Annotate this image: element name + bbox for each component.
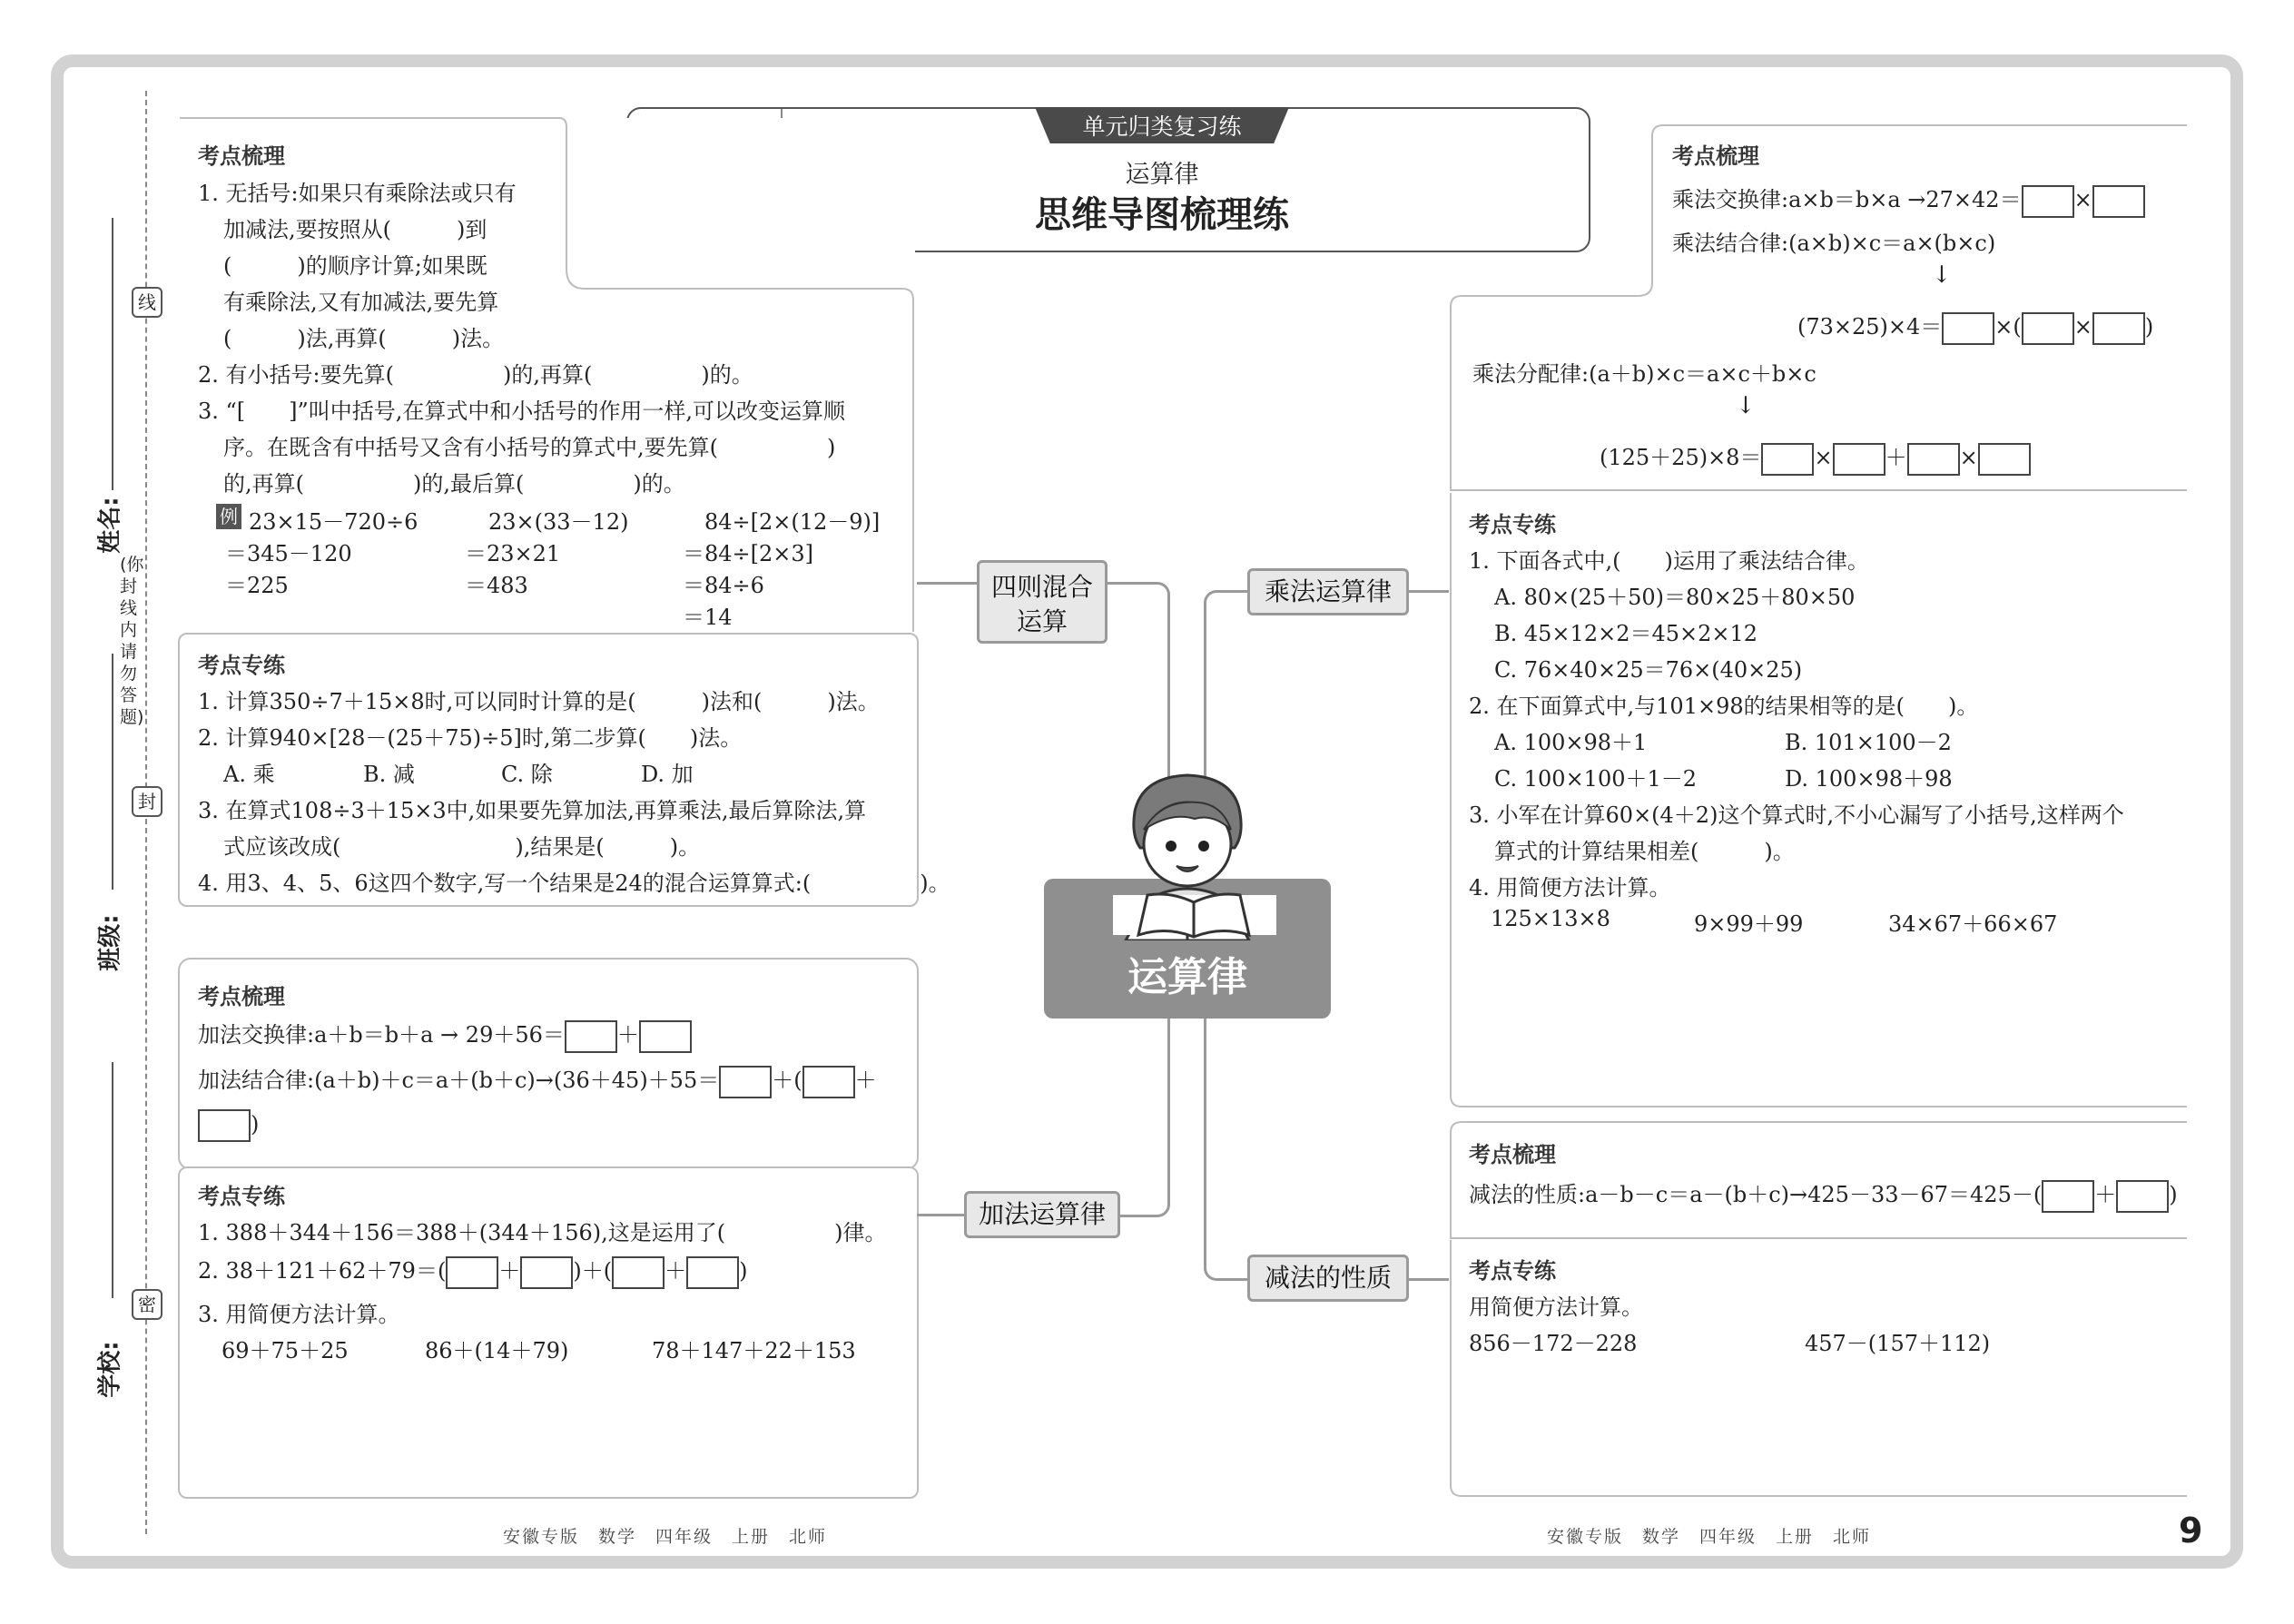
mixed-summary-line: ( )法,再算( )法。 xyxy=(223,326,505,351)
choice-option: B. 101×100－2 xyxy=(1785,730,1952,755)
multiply-practice-line: 4. 用简便方法计算。 xyxy=(1469,875,1671,901)
connector-add-right xyxy=(1118,1015,1170,1217)
calc-item: 69＋75＋25 xyxy=(222,1338,349,1363)
choice-option: A. 乘 xyxy=(223,762,275,787)
answer-box[interactable] xyxy=(520,1256,573,1289)
addition-associative-line-cont: ) xyxy=(198,1109,259,1142)
node-subtraction-property xyxy=(1247,1255,1409,1302)
addition-practice-text: 2. 38＋121＋62＋79＝ xyxy=(198,1258,438,1284)
addition-associative-text: 加法结合律:(a＋b)＋c＝a＋(b＋c)→(36＋45)＋55＝ xyxy=(198,1068,720,1093)
answer-box[interactable] xyxy=(719,1066,772,1098)
subtract-practice-heading: 考点专练 xyxy=(1469,1258,1556,1284)
footer-right: 安徽专版 数学 四年级 上册 北师 xyxy=(1547,1527,1872,1547)
seal-secret-mark: 密 xyxy=(132,1289,162,1320)
answer-box[interactable] xyxy=(1907,443,1960,476)
answer-box[interactable] xyxy=(2116,1180,2169,1213)
mixed-summary-line: 1. 无括号:如果只有乘除法或只有 xyxy=(198,181,517,206)
calc-item: 457－(157＋112) xyxy=(1805,1331,1991,1356)
seal-line-mark: 线 xyxy=(132,287,162,318)
addition-commutative-line: 加法交换律:a＋b＝b＋a → 29＋56＝ ＋ xyxy=(198,1017,692,1053)
subtract-practice-outline xyxy=(1449,1238,2189,1498)
example-step: ＝23×21 xyxy=(465,541,561,566)
addition-summary-heading: 考点梳理 xyxy=(198,984,285,1009)
choice-option: A. 100×98＋1 xyxy=(1494,730,1648,755)
page-number: 9 xyxy=(2179,1511,2203,1550)
example-step: ＝483 xyxy=(465,573,528,598)
example-tag: 例 xyxy=(216,504,241,529)
node-add-label: 加法运算律 xyxy=(978,1199,1106,1229)
answer-box[interactable] xyxy=(802,1066,855,1098)
answer-box[interactable] xyxy=(2092,312,2145,345)
addition-practice-line: 2. 38＋121＋62＋79＝( ＋ )＋( ＋ ) xyxy=(198,1253,747,1289)
down-arrow: ↓ xyxy=(1736,392,1756,419)
mixed-practice-line: 4. 用3、4、5、6这四个数字,写一个结果是24的混合运算算式:( )。 xyxy=(198,871,950,896)
mixed-practice-line: 1. 计算350÷7＋15×8时,可以同时计算的是( )法和( )法。 xyxy=(198,689,880,714)
class-label: 班级: xyxy=(96,914,124,971)
subtract-practice-line: 用简便方法计算。 xyxy=(1469,1294,1643,1320)
multiply-associative-example: (73×25)×4＝ ×( × ) xyxy=(1797,309,2153,345)
connector-subtract xyxy=(1204,1015,1254,1281)
header-badge: 单元归类复习练 xyxy=(1082,113,1242,140)
choice-option: B. 45×12×2＝45×2×12 xyxy=(1494,621,1758,646)
answer-box[interactable] xyxy=(2022,312,2074,345)
mixed-summary-line: 3. “[ ]”叫中括号,在算式中和小括号的作用一样,可以改变运算顺 xyxy=(198,399,846,424)
multiply-practice-line: 2. 在下面算式中,与101×98的结果相等的是( )。 xyxy=(1469,694,1979,719)
addition-commutative-text: 加法交换律:a＋b＝b＋a → 29＋56＝ xyxy=(198,1022,565,1048)
school-label: 学校: xyxy=(96,1341,124,1398)
example-step: ＝225 xyxy=(225,573,289,598)
choice-option: C. 100×100＋1－2 xyxy=(1494,766,1698,792)
class-underline xyxy=(112,654,113,890)
seal-seal-mark: 封 xyxy=(132,786,162,817)
addition-associative-line: 加法结合律:(a＋b)＋c＝a＋(b＋c)→(36＋45)＋55＝ ＋( ＋ xyxy=(198,1062,877,1098)
mixed-summary-line: 有乘除法,又有加减法,要先算 xyxy=(223,290,499,315)
mixed-summary-line: 序。在既含有中括号又含有小括号的算式中,要先算( ) xyxy=(223,435,836,460)
node-subtract-label: 减法的性质 xyxy=(1264,1263,1392,1293)
mixed-summary-line: ( )的顺序计算;如果既 xyxy=(223,253,487,279)
center-title: 运算律 xyxy=(1127,954,1247,1000)
example-step: 84÷[2×(12－9)] xyxy=(704,509,881,535)
connector-subtract-right xyxy=(1407,1278,1449,1281)
answer-box[interactable] xyxy=(1761,443,1814,476)
multiply-associative-text: 乘法结合律:(a×b)×c＝a×(b×c) xyxy=(1672,231,1996,256)
connector-multiply-right xyxy=(1407,590,1449,593)
multiply-summary-outline xyxy=(1449,123,2189,492)
addition-practice-heading: 考点专练 xyxy=(198,1184,285,1209)
answer-box[interactable] xyxy=(446,1256,498,1289)
answer-box[interactable] xyxy=(686,1256,739,1289)
connector-add-left xyxy=(917,1214,966,1216)
choice-option: D. 100×98＋98 xyxy=(1785,766,1953,792)
calc-item: 34×67＋66×67 xyxy=(1888,911,2058,937)
name-underline xyxy=(112,218,113,490)
header-title: 思维导图梳理练 xyxy=(1035,194,1289,236)
example-step: 23×(33－12) xyxy=(488,509,629,535)
multiply-practice-line: 算式的计算结果相差( )。 xyxy=(1494,839,1795,864)
mixed-practice-line: 3. 在算式108÷3＋15×3中,如果要先算加法,再算乘法,最后算除法,算 xyxy=(198,798,867,823)
multiply-commutative-text: 乘法交换律:a×b＝b×a →27×42＝ xyxy=(1672,187,2022,212)
node-multiplication-laws xyxy=(1247,568,1409,615)
node-addition-laws xyxy=(964,1191,1120,1238)
calc-item: 9×99＋99 xyxy=(1694,911,1804,937)
multiply-associative-example-text: (73×25)×4＝ xyxy=(1797,314,1943,340)
choice-option: A. 80×(25＋50)＝80×25＋80×50 xyxy=(1494,585,1856,610)
multiply-distributive-text: 乘法分配律:(a＋b)×c＝a×c＋b×c xyxy=(1472,361,1816,387)
mixed-summary-line: 2. 有小括号:要先算( )的,再算( )的。 xyxy=(198,362,753,388)
answer-box[interactable] xyxy=(1978,443,2031,476)
mixed-practice-line: 式应该改成( ),结果是( )。 xyxy=(223,834,701,860)
no-answer-note: (你封线内请勿答题) xyxy=(120,555,144,727)
calc-item: 78＋147＋22＋153 xyxy=(652,1338,856,1363)
answer-box[interactable] xyxy=(2042,1180,2094,1213)
addition-practice-line: 1. 388＋344＋156＝388＋(344＋156),这是运用了( )律。 xyxy=(198,1220,887,1245)
mixed-summary-line: 的,再算( )的,最后算( )的。 xyxy=(223,471,685,497)
footer-left: 安徽专版 数学 四年级 上册 北师 xyxy=(503,1527,828,1547)
calc-item: 856－172－228 xyxy=(1469,1331,1638,1356)
answer-box[interactable] xyxy=(2092,185,2145,218)
multiply-practice-heading: 考点专练 xyxy=(1469,512,1556,537)
node-multiply-label: 乘法运算律 xyxy=(1264,576,1392,606)
open-book xyxy=(1135,890,1253,939)
mixed-practice-line: 2. 计算940×[28－(25＋75)÷5]时,第二步算( )法。 xyxy=(198,725,743,751)
calc-item: 86＋(14＋79) xyxy=(425,1338,569,1363)
example-step: ＝84÷[2×3] xyxy=(683,541,814,566)
mixed-practice-heading: 考点专练 xyxy=(198,653,285,678)
answer-box[interactable] xyxy=(198,1109,251,1142)
choice-option: D. 加 xyxy=(641,762,694,787)
node-mixed-operations xyxy=(977,560,1108,644)
down-arrow: ↓ xyxy=(1932,261,1952,289)
example-step: ＝345－120 xyxy=(225,541,352,566)
school-underline xyxy=(112,1062,113,1298)
calc-item: 125×13×8 xyxy=(1491,906,1610,931)
subtract-property-text: 减法的性质:a－b－c＝a－(b＋c)→425－33－67＝425－ xyxy=(1469,1182,2033,1207)
choice-option: C. 76×40×25＝76×(40×25) xyxy=(1494,657,1803,683)
answer-box[interactable] xyxy=(1942,312,1994,345)
example-step: ＝84÷6 xyxy=(683,573,764,598)
connector-mixed-right xyxy=(1106,582,1170,784)
choice-option: C. 除 xyxy=(501,762,553,787)
multiply-commutative-line: 乘法交换律:a×b＝b×a →27×42＝ × xyxy=(1672,182,2145,218)
header-subtitle: 运算律 xyxy=(1125,161,1199,189)
multiply-distributive-example-text: (125＋25)×8＝ xyxy=(1600,445,1762,470)
node-mixed-label: 四则混合运算 xyxy=(990,572,1093,636)
multiply-distributive-example: (125＋25)×8＝ × ＋ × xyxy=(1600,439,2031,476)
subtract-summary-heading: 考点梳理 xyxy=(1469,1142,1556,1167)
name-label: 姓名: xyxy=(96,497,124,554)
answer-box[interactable] xyxy=(1833,443,1885,476)
multiply-summary-heading: 考点梳理 xyxy=(1672,143,1759,169)
example-step: ＝14 xyxy=(683,605,733,630)
example-step: 23×15－720÷6 xyxy=(249,509,418,535)
multiply-practice-line: 3. 小军在计算60×(4＋2)这个算式时,不小心漏写了小括号,这样两个 xyxy=(1469,802,2124,828)
addition-practice-line: 3. 用简便方法计算。 xyxy=(198,1302,400,1327)
multiply-practice-line: 1. 下面各式中,( )运用了乘法结合律。 xyxy=(1469,548,1869,574)
answer-box[interactable] xyxy=(612,1256,665,1289)
answer-box[interactable] xyxy=(639,1020,692,1053)
answer-box[interactable] xyxy=(565,1020,617,1053)
answer-box[interactable] xyxy=(2022,185,2074,218)
mixed-summary-line: 加减法,要按照从( )到 xyxy=(223,217,487,242)
mixed-summary-heading: 考点梳理 xyxy=(198,143,285,169)
subtract-property-line: 减法的性质:a－b－c＝a－(b＋c)→425－33－67＝425－( ＋ ) xyxy=(1469,1176,2178,1213)
connector-mixed-h xyxy=(917,582,979,585)
choice-option: B. 减 xyxy=(363,762,415,787)
